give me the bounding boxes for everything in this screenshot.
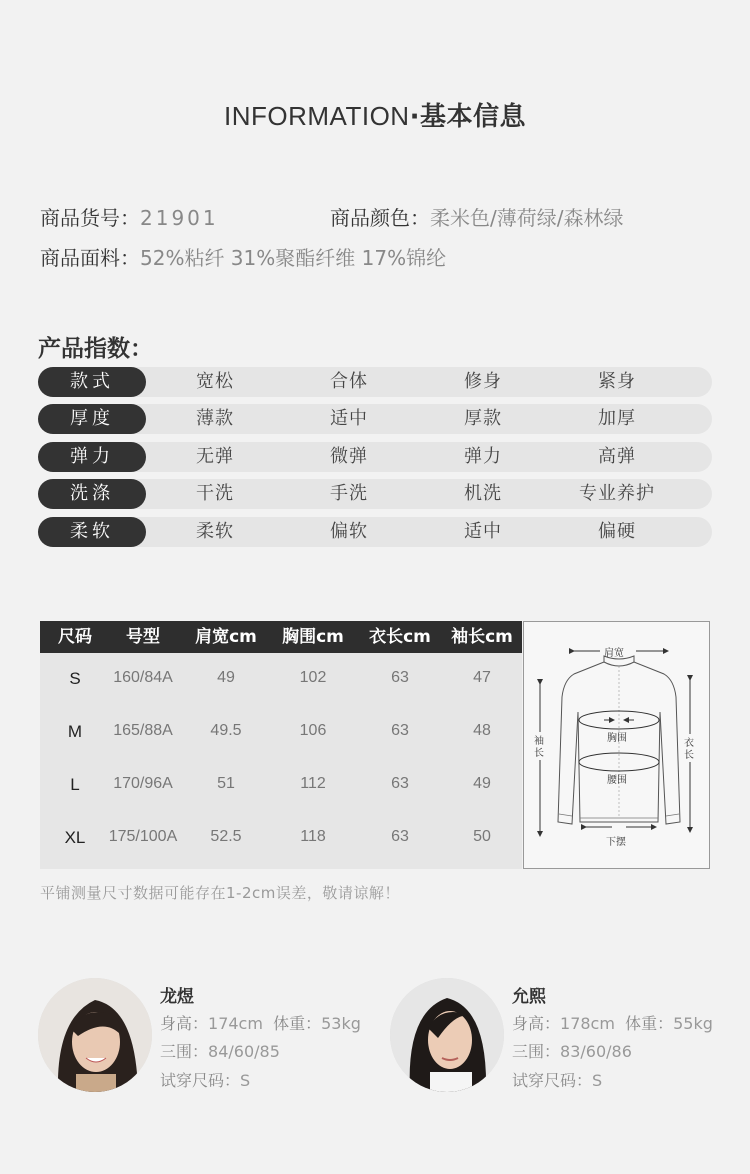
sku-value: 21901 (140, 206, 219, 230)
index-row-label: 款式 (38, 367, 146, 397)
size-cell-size: S (69, 669, 81, 688)
model-avatar-2 (390, 978, 504, 1092)
diagram-shoulder-label: 肩宽 (604, 648, 624, 659)
measurement-note: 平铺测量尺寸数据可能存在1-2cm误差，敬请谅解！ (40, 884, 400, 902)
index-option: 手洗 (330, 483, 368, 504)
size-cell: 48 (473, 722, 491, 739)
index-option: 干洗 (196, 483, 234, 504)
index-title: 产品指数： (38, 336, 153, 362)
size-cell: 102 (299, 669, 327, 686)
index-option: 高弹 (598, 446, 636, 467)
size-cell: 49 (473, 775, 491, 792)
index-option: 紧身 (598, 371, 636, 392)
index-row (38, 367, 712, 397)
size-cell-size: L (70, 775, 80, 794)
fabric-info (40, 242, 446, 271)
index-option: 专业养护 (579, 483, 655, 504)
title-dot: · (409, 102, 420, 132)
size-cell: 112 (300, 775, 326, 792)
model-stats-2-size: 试穿尺码：S (512, 1071, 603, 1090)
title-en: INFORMATION (224, 101, 410, 131)
index-option: 无弹 (196, 446, 234, 467)
index-option: 薄款 (196, 408, 234, 429)
model-stats-1-size: 试穿尺码：S (160, 1071, 251, 1090)
diagram-length-label: 衣长 (684, 738, 694, 761)
index-row (38, 479, 712, 509)
index-option-selected: 适中 (294, 404, 404, 434)
index-option-selected: 柔软 (160, 517, 270, 547)
diagram-waist-label: 腰围 (607, 775, 627, 786)
index-row (38, 404, 712, 434)
index-row-label: 厚度 (38, 404, 146, 434)
page-title (0, 96, 750, 133)
index-option-selected: 机洗 (428, 479, 538, 509)
measurement-diagram (523, 621, 710, 869)
model-stats-2-measure: 三围：83/60/86 (512, 1042, 632, 1061)
model-avatar-1 (38, 978, 152, 1092)
color-info (330, 202, 623, 231)
diagram-chest-label: 胸围 (607, 733, 627, 744)
title-cn: 基本信息 (419, 102, 526, 132)
size-cell: 47 (473, 669, 491, 686)
index-option: 合体 (330, 371, 368, 392)
fabric-label: 商品面料： (40, 246, 140, 270)
size-cell: 160/84A (113, 669, 173, 686)
size-table-header (40, 621, 522, 653)
model-stats-1-height: 身高：174cm 体重：53kg (160, 1014, 361, 1033)
size-header-cell: 胸围cm (282, 627, 344, 647)
size-cell: 49 (217, 669, 235, 686)
size-cell: 49.5 (210, 722, 242, 739)
color-value: 柔米色/薄荷绿/森林绿 (430, 206, 624, 230)
size-cell: 63 (391, 828, 409, 845)
model-photo-1 (38, 978, 152, 1092)
model-stats-1-measure: 三围：84/60/85 (160, 1042, 280, 1061)
index-option: 偏软 (330, 521, 368, 542)
fabric-value: 52%粘纤 31%聚酯纤维 17%锦纶 (140, 246, 447, 270)
sku-label: 商品货号： (40, 206, 140, 230)
index-option: 偏硬 (598, 521, 636, 542)
index-row (38, 442, 712, 472)
size-cell-size: XL (64, 828, 86, 847)
size-cell: 175/100A (108, 828, 178, 845)
model-name-2: 允熙 (512, 987, 546, 1007)
model-photo-2 (390, 978, 504, 1092)
index-row (38, 517, 712, 547)
model-name-1: 龙煜 (160, 987, 194, 1007)
size-header-cell: 号型 (126, 627, 160, 647)
index-row-label: 洗涤 (38, 479, 146, 509)
size-cell: 106 (299, 722, 327, 739)
diagram-sleeve-label: 袖长 (534, 736, 544, 759)
color-label: 商品颜色： (330, 206, 430, 230)
size-header-cell: 衣长cm (369, 627, 431, 647)
size-header-cell: 袖长cm (451, 627, 513, 647)
size-cell: 170/96A (113, 775, 173, 792)
size-cell: 52.5 (210, 828, 242, 845)
size-cell: 50 (473, 828, 491, 845)
size-cell: 63 (391, 669, 409, 686)
index-row-label: 柔软 (38, 517, 146, 547)
index-row-label: 弹力 (38, 442, 146, 472)
index-option: 厚款 (464, 408, 502, 429)
size-cell: 118 (300, 828, 326, 845)
size-cell: 63 (391, 722, 409, 739)
size-header-cell: 尺码 (58, 627, 92, 647)
size-header-cell: 肩宽cm (195, 627, 257, 647)
model-stats-2-height: 身高：178cm 体重：55kg (512, 1014, 713, 1033)
index-option-selected: 宽松 (160, 367, 270, 397)
sku-info (40, 202, 219, 231)
size-table (40, 621, 522, 869)
index-option: 加厚 (598, 408, 636, 429)
size-cell-size: M (67, 722, 83, 741)
index-option: 微弹 (330, 446, 368, 467)
size-cell: 51 (217, 775, 235, 792)
size-cell: 63 (391, 775, 409, 792)
index-option: 修身 (464, 371, 502, 392)
diagram-hem-label: 下摆 (606, 837, 626, 848)
index-option: 适中 (464, 521, 502, 542)
size-cell: 165/88A (113, 722, 173, 739)
index-option-selected: 弹力 (428, 442, 538, 472)
